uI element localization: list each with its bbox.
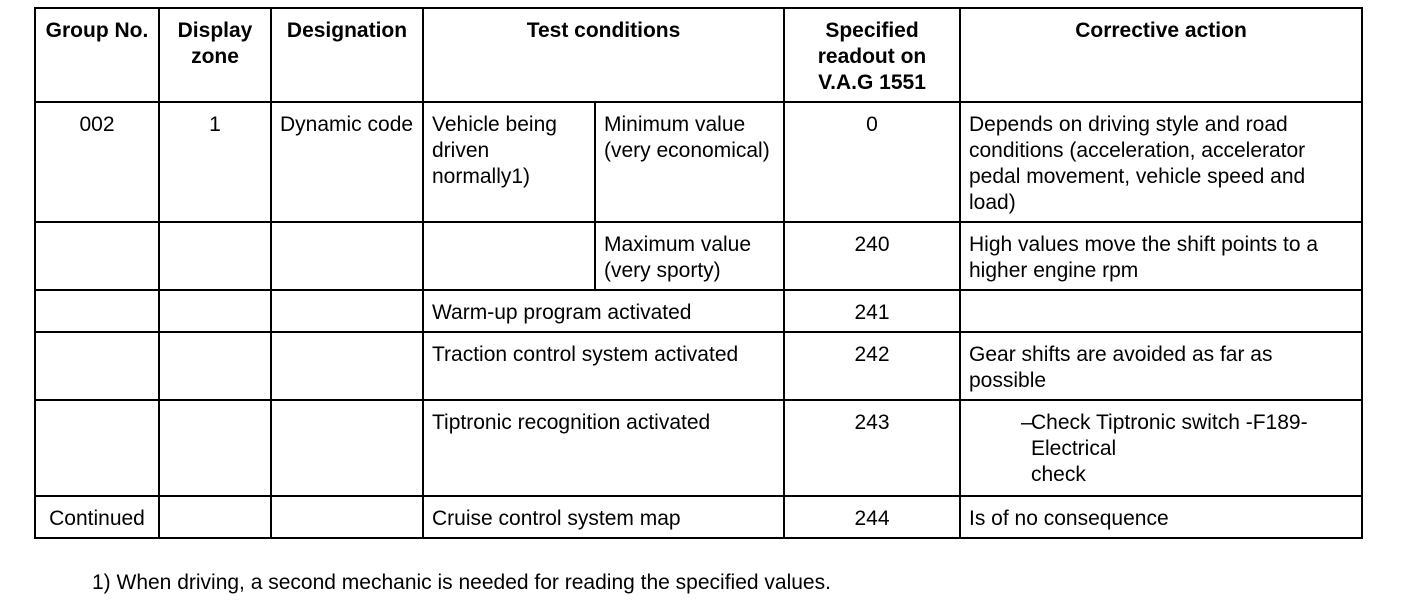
condition-cell: Vehicle being driven normally1) <box>423 102 595 222</box>
group-cell: Continued <box>35 496 159 538</box>
dash-bullet: – <box>1021 411 1033 434</box>
table-row <box>35 290 1362 332</box>
header-corrective-action: Corrective action <box>960 8 1362 102</box>
designation-cell <box>271 290 423 332</box>
table-row <box>35 102 1362 222</box>
designation-cell <box>271 400 423 496</box>
action-cell: Depends on driving style and road conditions (acceleration, accelerator pedal movement, vehicle speed and load) <box>960 102 1362 222</box>
condition-detail-cell: Minimum value (very economical) <box>595 102 784 222</box>
readout-cell: 0 <box>784 102 960 222</box>
diagnostic-table <box>34 7 1363 539</box>
readout-cell: 244 <box>784 496 960 538</box>
header-specified-readout: Specified readout on V.A.G 1551 <box>784 8 960 102</box>
group-cell: 002 <box>35 102 159 222</box>
condition-cell <box>423 222 595 290</box>
condition-cell: Cruise control system map <box>423 496 784 538</box>
zone-cell: 1 <box>159 102 271 222</box>
action-cell <box>960 290 1362 332</box>
action-step: check <box>1031 463 1086 486</box>
group-cell <box>35 400 159 496</box>
group-cell <box>35 332 159 400</box>
zone-cell <box>159 222 271 290</box>
designation-cell <box>271 332 423 400</box>
readout-cell: 243 <box>784 400 960 496</box>
footnote: 1) When driving, a second mechanic is needed for reading the specified values. <box>92 571 831 594</box>
condition-cell: Tiptronic recognition activated <box>423 400 784 496</box>
table-row <box>35 400 1362 496</box>
readout-cell: 242 <box>784 332 960 400</box>
header-row <box>35 8 1362 102</box>
action-cell <box>960 400 1362 496</box>
zone-cell <box>159 400 271 496</box>
designation-cell <box>271 496 423 538</box>
action-cell: High values move the shift points to a higher engine rpm <box>960 222 1362 290</box>
header-designation: Designation <box>271 8 423 102</box>
action-step: Electrical <box>1031 437 1117 460</box>
header-display-zone: Display zone <box>159 8 271 102</box>
zone-cell <box>159 290 271 332</box>
readout-cell: 240 <box>784 222 960 290</box>
zone-cell <box>159 496 271 538</box>
condition-cell: Warm-up program activated <box>423 290 784 332</box>
table-row <box>35 332 1362 400</box>
condition-detail-cell: Maximum value (very sporty) <box>595 222 784 290</box>
action-step: Check Tiptronic switch -F189- <box>1031 411 1308 434</box>
condition-cell: Traction control system activated <box>423 332 784 400</box>
readout-cell: 241 <box>784 290 960 332</box>
designation-cell <box>271 222 423 290</box>
table-row <box>35 496 1362 538</box>
header-group-no: Group No. <box>35 8 159 102</box>
table-row <box>35 222 1362 290</box>
action-cell: Gear shifts are avoided as far as possible <box>960 332 1362 400</box>
action-list <box>969 410 1353 488</box>
designation-cell: Dynamic code <box>271 102 423 222</box>
header-test-conditions: Test conditions <box>423 8 784 102</box>
group-cell <box>35 222 159 290</box>
group-cell <box>35 290 159 332</box>
action-cell: Is of no consequence <box>960 496 1362 538</box>
zone-cell <box>159 332 271 400</box>
